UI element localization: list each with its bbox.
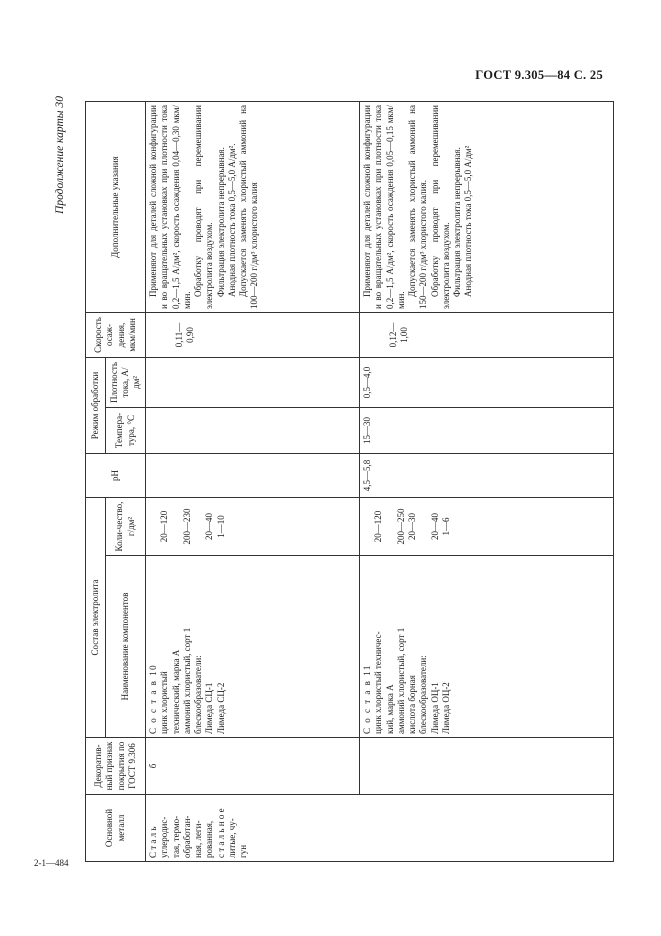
page-footer: 2-1—484: [34, 858, 69, 868]
base-metal-line: ная, леги-: [193, 820, 203, 858]
base-metal-line: С т а л ь: [148, 826, 158, 858]
note-item: Допускается заменять хлористый аммоний на 150—200 г/дм³ хлористого калия.: [407, 105, 429, 309]
col-current-density: Плотность тока, А/дм²: [106, 358, 146, 408]
quantity-item: [385, 501, 396, 552]
cell-temp-1: [146, 408, 360, 454]
cell-ph-1: [146, 454, 360, 498]
note-item: Фильтрация электролита непрерывная.: [215, 147, 226, 297]
components-list-1: [159, 559, 227, 734]
note-item: Применяют для деталей сложной конфигурации и во вращательных установках при плотности тока 0,2—1,5 А/дм², скорость осаждения 0,05—0,15 мкм/мин.: [362, 105, 406, 309]
note-item: Анодная плотность тока 0,5—5,0 А/дм²: [463, 145, 474, 297]
cell-quantity-2: [360, 498, 614, 556]
col-component-name: Наименование компонентов: [106, 556, 146, 738]
component-item: аммоний хлористый, сорт 1: [181, 627, 192, 734]
component-item: Лимеда ОЦ-1: [429, 682, 440, 734]
cell-components-1: [146, 556, 360, 738]
continuation-label: Продолжение карты 30: [54, 96, 66, 214]
col-decor-sign: Декоратив-ный признак покрытия по ГОСТ 9.306: [86, 738, 146, 795]
quantity-item: 200—250: [395, 508, 406, 545]
cell-decor-2: [360, 738, 614, 795]
quantity-item: 20—120: [159, 510, 170, 543]
component-item: кислота борная: [407, 675, 417, 734]
component-item: блескообразователи:: [418, 655, 429, 734]
notes-list-2: [362, 105, 475, 309]
component-item: цинк хлористый техничес-: [373, 631, 384, 734]
note-item: Анодная плотность тока 0,5—5,0 А/дм².: [226, 143, 237, 297]
base-metal-line: литые, чу-: [226, 818, 237, 858]
page-header: ГОСТ 9.305—84 С. 25: [475, 68, 603, 82]
base-metal-line: обработан-: [181, 815, 192, 858]
quantity-item: 20—120: [373, 510, 384, 543]
process-table-rotated: [85, 102, 613, 862]
cell-notes-1: [146, 102, 360, 313]
notes-list-1: [148, 105, 261, 309]
col-quantity: Коли-чество, г/дм²: [106, 498, 146, 556]
component-item: технический, марка А: [170, 649, 181, 734]
cell-decor-1: б: [146, 738, 360, 795]
cell-density-1: [146, 358, 360, 408]
components-list-2: [373, 559, 452, 734]
quantity-item: 20—30: [407, 513, 417, 540]
composition-title-1: С о с т а в 10: [148, 663, 158, 734]
col-deposition-rate: Скорость осаж-дения, мкм/мин: [86, 313, 146, 358]
component-item: Лимеда СЦ-2: [215, 682, 226, 734]
quantity-item: 20—40: [429, 513, 440, 540]
quantity-item: 1—6: [440, 517, 451, 536]
component-item: аммоний хлористый, сорт 1: [395, 627, 406, 734]
quantity-item: [171, 501, 182, 552]
base-metal-line: углеродис-: [159, 816, 170, 858]
cell-ph-2: 4,5—5,8: [360, 454, 614, 498]
composition-title-2: С о с т а в 11: [362, 664, 372, 734]
quantity-item: [193, 501, 204, 552]
cell-temp-2: 15—30: [360, 408, 614, 454]
base-metal-line: тая, термо-: [170, 815, 181, 858]
base-metal-line: рованная,: [204, 820, 215, 858]
base-metal-line: с т а л ь н о е: [215, 808, 226, 858]
cell-components-2: [360, 556, 614, 738]
cell-density-2: 0,5—4,0: [360, 358, 614, 408]
note-item: Фильтрация электролита непрерывная.: [452, 147, 462, 297]
col-ph: pH: [86, 454, 146, 498]
col-base-metal: Основной металл: [86, 795, 146, 862]
cell-quantity-1: [146, 498, 360, 556]
cell-rate-2: 0,12—1,00: [360, 313, 614, 358]
component-item: Лимеда СЦ-1: [204, 682, 215, 734]
component-item: Лимеда ОЦ-2: [440, 682, 451, 734]
quantities-list-2: [373, 501, 452, 552]
note-item: Обработку проводят при перемешивании электролита воздухом.: [193, 105, 215, 309]
component-item: кий, марка А: [384, 684, 395, 734]
cell-rate-1: 0,11—0,90: [146, 313, 360, 358]
col-temperature: Темпера-тура, °С: [106, 408, 146, 454]
base-metal-line: гун: [238, 844, 248, 858]
quantity-item: 20—40: [204, 513, 215, 540]
quantities-list-1: [159, 501, 227, 552]
col-notes: Дополнительные указания: [86, 102, 146, 313]
component-item: цинк хлористый: [159, 671, 170, 734]
col-mode: Режим обработки: [86, 358, 106, 454]
quantity-item: 200—230: [181, 508, 192, 545]
cell-notes-2: [360, 102, 614, 313]
component-item: блескообразователи:: [193, 655, 203, 734]
process-table: [85, 101, 614, 862]
quantity-item: 1—10: [215, 515, 226, 538]
note-item: Допускается заменять хлористый аммоний на 100—200 г/дм³ хлористого калия: [238, 105, 260, 309]
base-metal-lines: [148, 798, 249, 858]
note-item: Применяют для деталей сложной конфигурации и во вращательных установках при плотности тока 0,2—1,5 А/дм², скорость осаждения 0,04—0,30 мкм/мин.: [148, 105, 192, 309]
cell-base-metal: [146, 795, 614, 862]
quantity-item: [418, 501, 429, 552]
col-composition: Состав электролита: [86, 498, 106, 738]
note-item: Обработку проводят при перемешивании электролита воздухом.: [429, 105, 451, 309]
